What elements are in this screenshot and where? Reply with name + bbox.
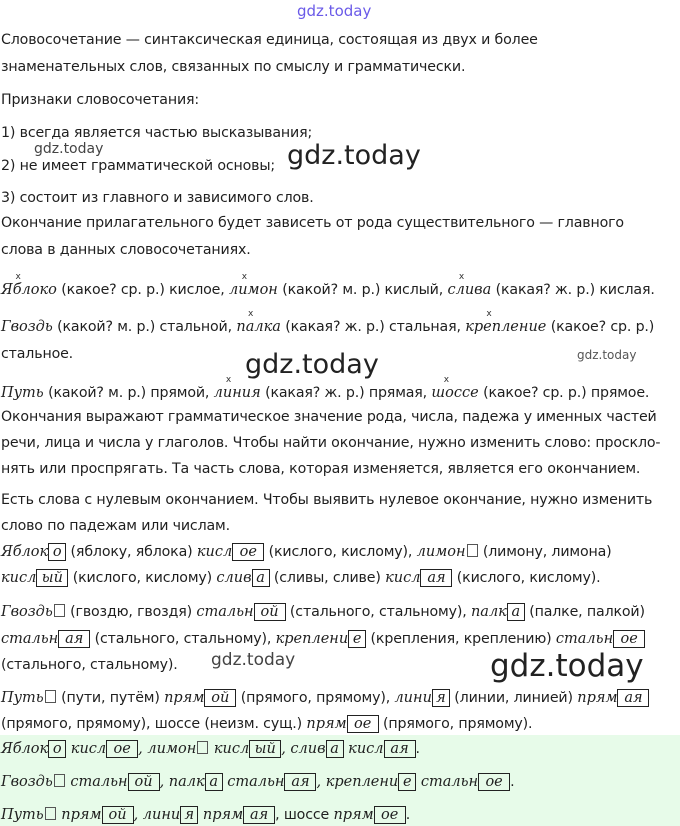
ending-line: стальн ая (стального, стальному), креплени е (крепления, креплению) стальн ое bbox=[1, 629, 645, 649]
watermark: gdz.today bbox=[297, 2, 372, 20]
zero-ending-icon bbox=[45, 690, 56, 703]
watermark: gdz.today bbox=[245, 349, 379, 380]
watermark: gdz.today bbox=[34, 141, 104, 157]
example-line: стальное. bbox=[1, 346, 74, 362]
summary-line: Путь прям ой , лини я прям ая , шоссе прям ое . bbox=[1, 807, 411, 823]
ending-line: кисл ый (кислого, кислому) слив а (сливы, сливе) кисл ая (кислого, кислому). bbox=[1, 570, 601, 586]
watermark: gdz.today bbox=[577, 348, 637, 362]
list-item: 2) не имеет грамматической основы; bbox=[1, 158, 276, 174]
list-item: 1) всегда является частью высказывания; bbox=[1, 125, 313, 141]
ending-line: Яблок о (яблоку, яблока) кисл ое (кислого, кислому), лимон (лимону, лимона) bbox=[1, 544, 612, 560]
example-line: Гвоздь (какой? м. р.) стальной, x палка (какая? ж. р.) стальная, x крепление (какое? ср. р.) bbox=[1, 317, 654, 337]
ending-line: Путь (пути, путём) прям ой (прямого, прямому), лини я (линии, линией) прям ая bbox=[1, 688, 649, 708]
paragraph-line: речи, лица и числа у глаголов. Чтобы найти окончание, нужно изменить слово: проскло- bbox=[1, 435, 661, 451]
ending-line: (прямого, прямому), шоссе (неизм. сущ.) прям ое (прямого, прямому). bbox=[1, 716, 533, 732]
zero-ending-icon bbox=[54, 604, 65, 617]
paragraph-line: слова в данных словосочетаниях. bbox=[1, 242, 251, 258]
paragraph-line: знаменательных слов, связанных по смыслу и грамматически. bbox=[1, 59, 466, 75]
paragraph-line: Словосочетание — синтаксическая единица, состоящая из двух и более bbox=[1, 32, 538, 48]
zero-ending-icon bbox=[45, 807, 56, 820]
paragraph-line: Признаки словосочетания: bbox=[1, 92, 200, 108]
paragraph-line: слово по падежам или числам. bbox=[1, 518, 230, 534]
zero-ending-icon bbox=[467, 544, 478, 557]
zero-ending-icon bbox=[54, 774, 65, 787]
ending-line: Гвоздь (гвоздю, гвоздя) стальн ой (стального, стальному), палк а (палке, палкой) bbox=[1, 604, 645, 620]
ending-line: (стального, стальному). bbox=[1, 657, 178, 673]
paragraph-line: Окончания выражают грамматическое значение рода, числа, падежа у именных частей bbox=[1, 409, 657, 425]
example-line: x Яблоко (какое? ср. р.) кислое, x лимон (какой? м. р.) кислый, x слива (какая? ж. р.) кислая. bbox=[1, 280, 655, 300]
list-item: 3) состоит из главного и зависимого слов. bbox=[1, 190, 314, 206]
summary-line: Яблок о кисл ое , лимон кисл ый , слив а кисл ая . bbox=[1, 741, 420, 757]
paragraph-line: Есть слова с нулевым окончанием. Чтобы выявить нулевое окончание, нужно изменить bbox=[1, 492, 653, 508]
summary-line: Гвоздь стальн ой , палк а стальн ая , креплени е стальн ое . bbox=[1, 774, 515, 790]
paragraph-line: Окончание прилагательного будет зависеть от рода существительного — главного bbox=[1, 215, 624, 231]
example-line: Путь (какой? м. р.) прямой, x линия (какая? ж. р.) прямая, x шоссе (какое? ср. р.) прямое. bbox=[1, 383, 649, 403]
paragraph-line: нять или проспрягать. Та часть слова, которая изменяется, является его окончанием. bbox=[1, 461, 641, 477]
watermark: gdz.today bbox=[287, 140, 421, 171]
zero-ending-icon bbox=[197, 741, 208, 754]
watermark: gdz.today bbox=[211, 650, 296, 670]
watermark: gdz.today bbox=[490, 648, 644, 684]
